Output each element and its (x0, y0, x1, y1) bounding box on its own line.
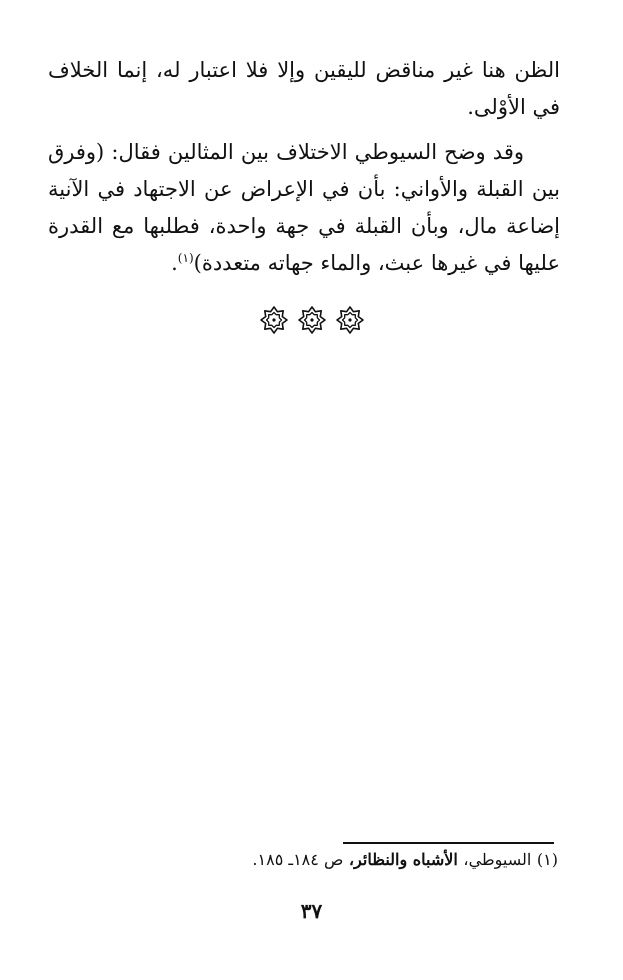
paragraph-1-text: الظن هنا غير مناقض لليقين وإلا فلا اعتبار له، إنما الخلاف في الأوْلى. (48, 58, 560, 119)
section-divider-ornaments (0, 305, 623, 335)
footnote-author: السيوطي، (463, 850, 532, 869)
footnote-reference[interactable]: (١) (177, 251, 194, 265)
footnote-book-title: الأشباه والنظائر، (348, 850, 458, 869)
footnote-1 (190, 846, 558, 874)
paragraph-2-end-punct: . (171, 251, 178, 275)
paragraph-2 (48, 134, 560, 282)
octagram-flower-icon (335, 305, 365, 335)
paragraph-1 (48, 52, 560, 126)
footnote-pages: ص ١٨٤ـ ١٨٥. (252, 850, 344, 869)
page-number: ٣٧ (300, 899, 323, 923)
footnote-marker: (١) (536, 850, 558, 869)
paragraph-2-text: وقد وضح السيوطي الاختلاف بين المثالين فقال: (وفرق بين القبلة والأواني: بأن في الإعراض عن الاجتهاد في الآنية إضاعة مال، وبأن القبلة في جهة واحدة، فطلبها مع القدرة عليها في غيرها عبث، والماء جهاته متعددة) (48, 140, 560, 275)
octagram-flower-icon (259, 305, 289, 335)
footnote-separator-rule (343, 842, 554, 844)
octagram-flower-icon (297, 305, 327, 335)
